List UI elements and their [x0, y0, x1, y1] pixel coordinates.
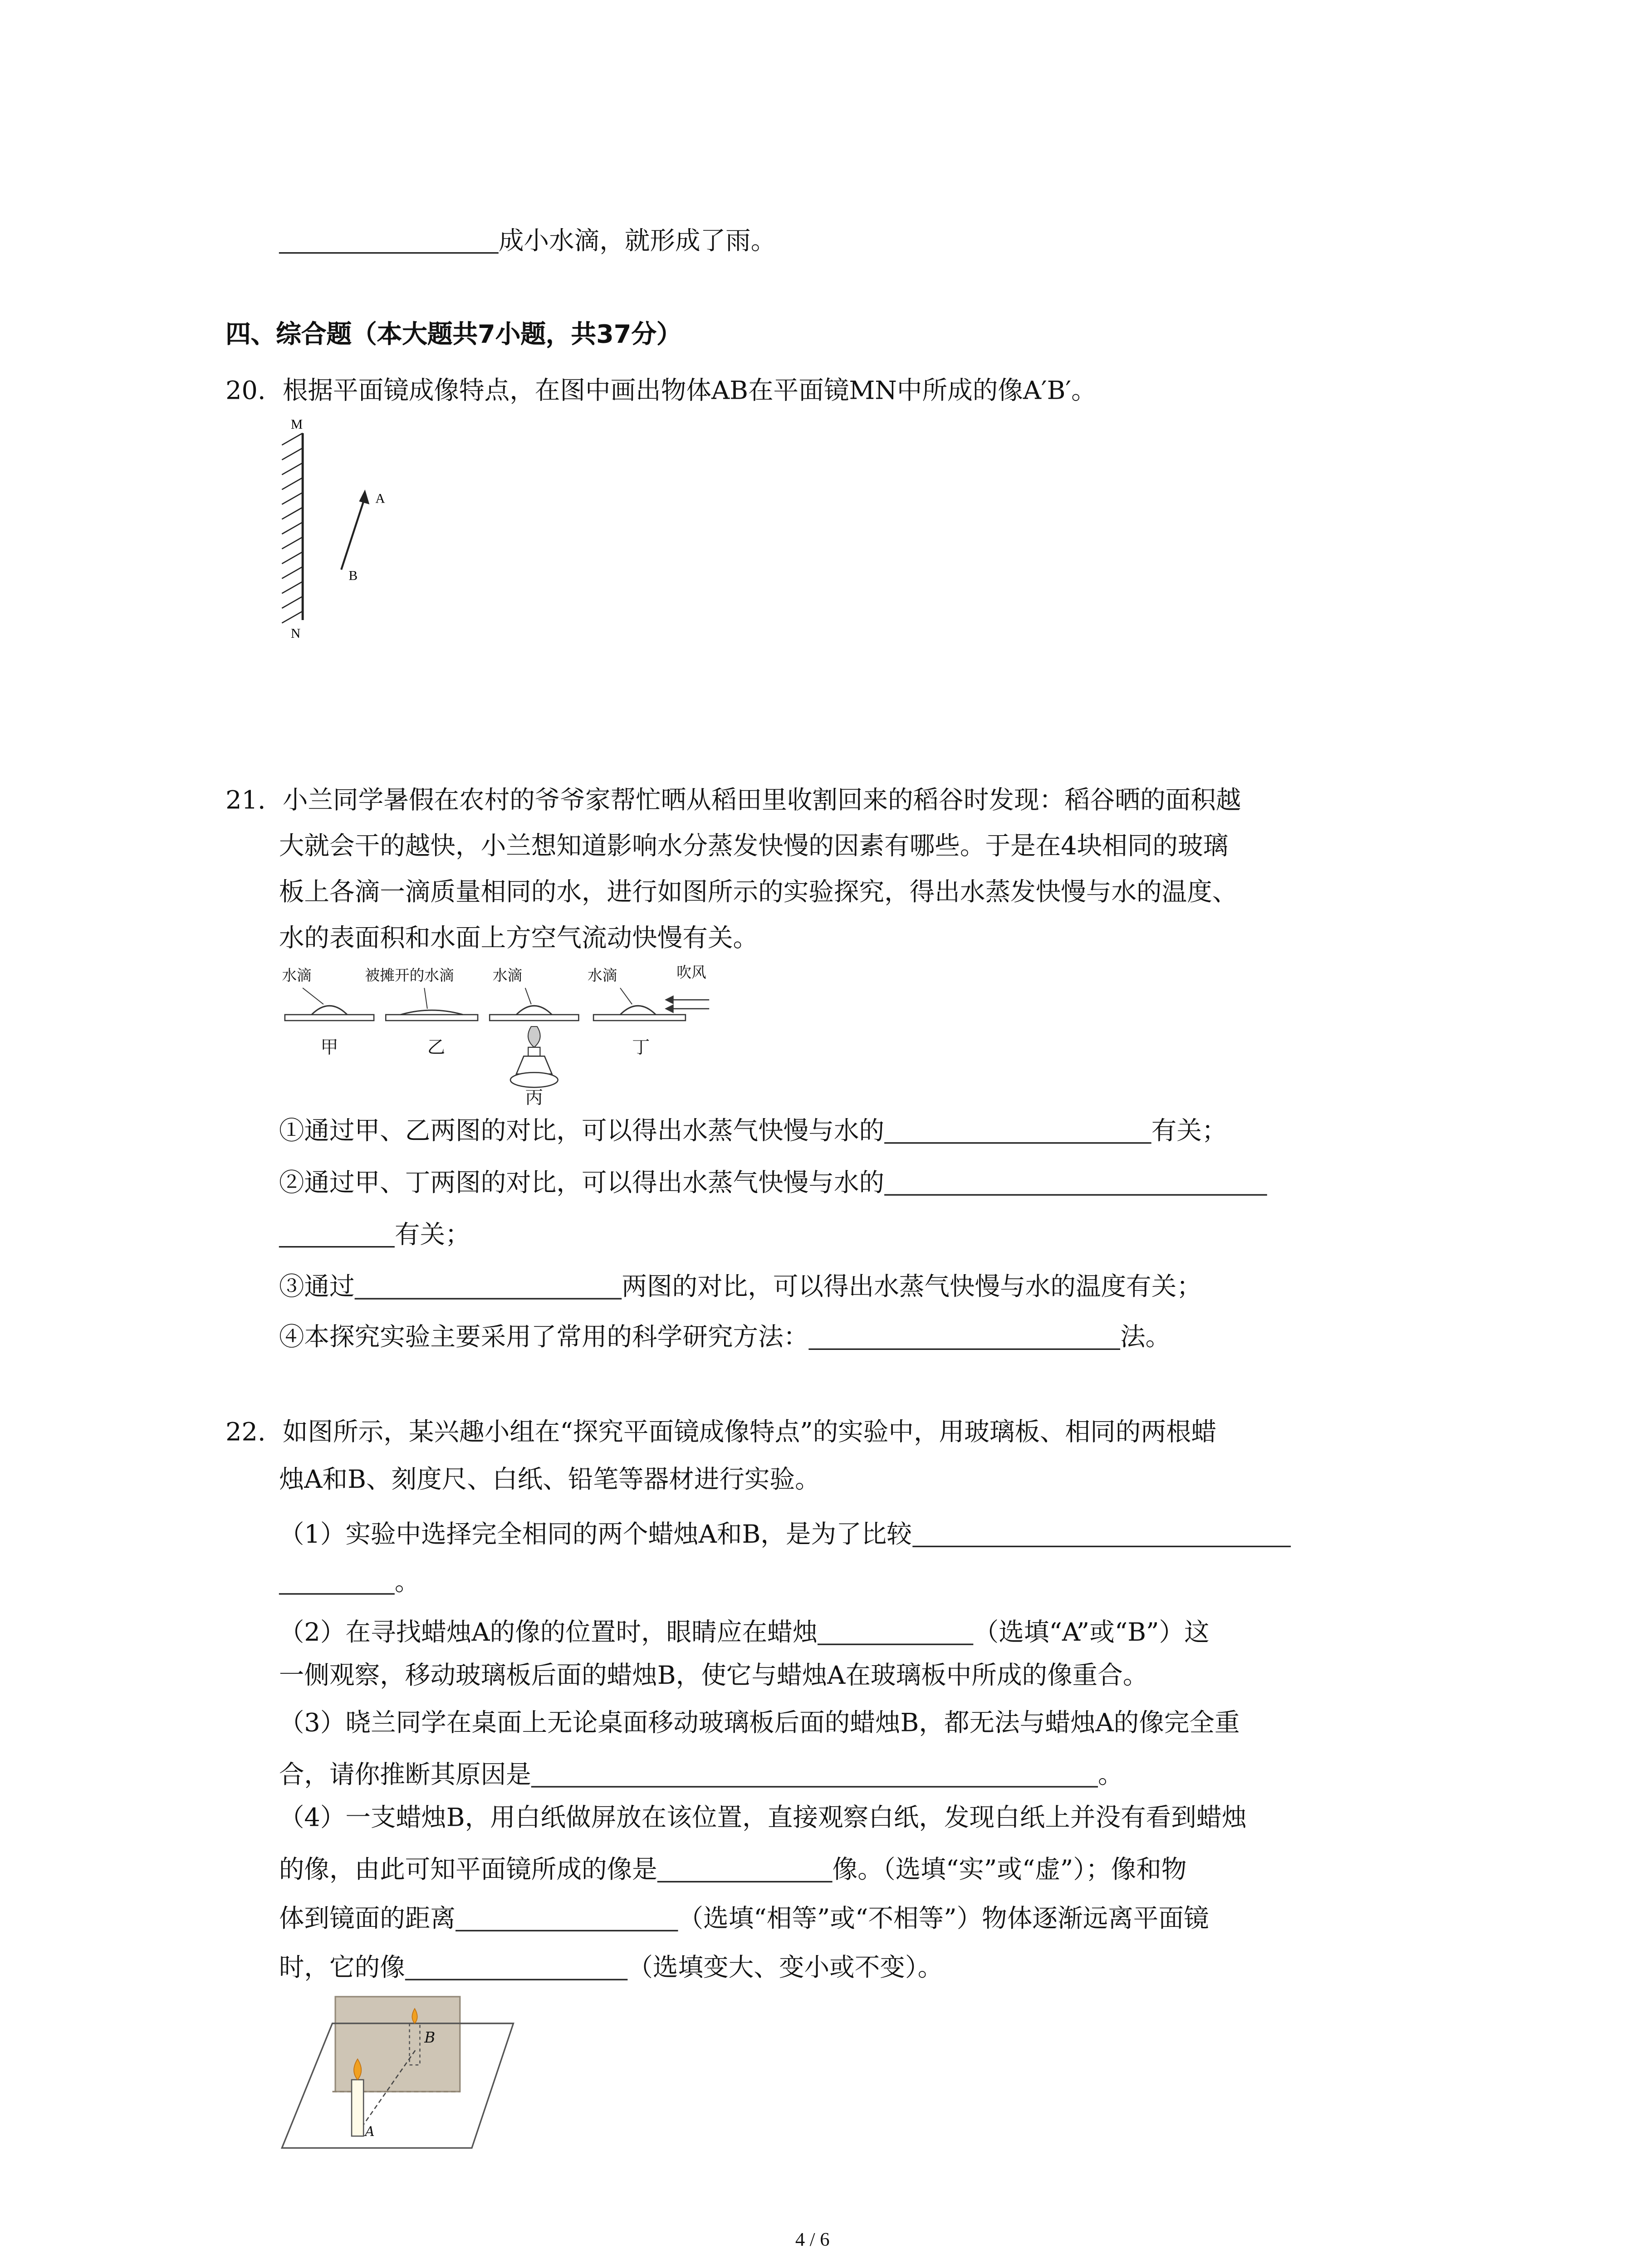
- q21-item-1: [279, 1115, 1227, 1145]
- plate-yi: [386, 1015, 478, 1021]
- q20-text: [225, 376, 1097, 407]
- question-number: 20.: [225, 376, 266, 407]
- label-water-drop: 水滴: [492, 968, 523, 985]
- item-text: 有关；: [1151, 1117, 1227, 1147]
- item-text: 两图的对比，可以得出水蒸气快慢与水的温度有关；: [622, 1272, 1202, 1303]
- item-text: ①通过甲、乙两图的对比，可以得出水蒸气快慢与水的: [279, 1117, 885, 1147]
- q22-intro-1: [225, 1418, 1217, 1448]
- part-text: （2）在寻找蜡烛A的像的位置时，眼睛应在蜡烛: [279, 1618, 818, 1648]
- part-text: （1）实验中选择完全相同的两个蜡烛A和B，是为了比较: [279, 1520, 912, 1550]
- item-text: 有关；: [394, 1221, 470, 1251]
- q22-part-3-cont: [279, 1760, 1123, 1789]
- q21-line-1: [225, 786, 1241, 816]
- q21-item-2-cont: [279, 1219, 470, 1249]
- evaporation-drawing: [279, 964, 724, 1108]
- answer-blank[interactable]: [456, 1903, 678, 1931]
- answer-blank[interactable]: [657, 1854, 833, 1882]
- q21-item-2: [279, 1168, 1267, 1197]
- arrow-head: [359, 489, 369, 504]
- evaporation-figure: [279, 964, 724, 1108]
- part-text: （选填“相等”或“不相等”）物体逐渐远离平面镜: [678, 1905, 1209, 1935]
- caption-ding: 丁: [632, 1036, 650, 1058]
- q22-part-4-line-4: [279, 1952, 943, 1982]
- q22-part-2: [279, 1617, 1210, 1647]
- label-b: B: [348, 568, 358, 583]
- alcohol-lamp-icon: [510, 1026, 558, 1087]
- item-text: 法。: [1120, 1323, 1171, 1353]
- q22-part-4-line-3: [279, 1903, 1209, 1933]
- caption-jia: 甲: [320, 1036, 338, 1058]
- q22-part-1: [279, 1519, 1290, 1549]
- item-text: ④本探究实验主要采用了常用的科学研究方法：: [279, 1323, 809, 1353]
- plate-jia: [285, 1015, 374, 1021]
- mirror-hatch: [282, 433, 303, 623]
- question-text: 根据平面镜成像特点，在图中画出物体AB在平面镜MN中所成的像A′B′。: [282, 376, 1097, 407]
- label-a: A: [365, 2126, 375, 2141]
- caption-bing: 丙: [525, 1087, 543, 1108]
- q21-line-4: 水的表面积和水面上方空气流动快慢有关。: [279, 924, 759, 954]
- question-text: 如图所示，某兴趣小组在“探究平面镜成像特点”的实验中，用玻璃板、相同的两根蜡: [282, 1418, 1217, 1448]
- label-a: A: [375, 491, 385, 506]
- item-text: ③通过: [279, 1272, 355, 1303]
- label-m: M: [290, 417, 303, 432]
- label-water-drop: 水滴: [282, 968, 312, 985]
- label-water-drop: 水滴: [588, 968, 617, 985]
- part-text: 。: [1098, 1760, 1123, 1791]
- q21-line-2: 大就会干的越快，小兰想知道影响水分蒸发快慢的因素有哪些。于是在4块相同的玻璃: [279, 832, 1229, 862]
- part-text: 体到镜面的距离: [279, 1905, 456, 1935]
- answer-blank[interactable]: [405, 1952, 628, 1980]
- question-number: 21.: [225, 786, 266, 816]
- question-text: 小兰同学暑假在农村的爷爷家帮忙晒从稻田里收割回来的稻谷时发现：稻谷晒的面积越: [282, 786, 1241, 816]
- answer-blank[interactable]: [884, 1168, 1267, 1196]
- plate-bing: [490, 1015, 578, 1021]
- continued-text: 成小水滴，就形成了雨。: [498, 227, 776, 257]
- label-n: N: [290, 626, 301, 641]
- q21-line-3: 板上各滴一滴质量相同的水，进行如图所示的实验探究，得出水蒸发快慢与水的温度、: [279, 878, 1238, 908]
- q22-part-2-cont: 一侧观察，移动玻璃板后面的蜡烛B，使它与蜡烛A在玻璃板中所成的像重合。: [279, 1661, 1148, 1691]
- candle-mirror-drawing: [276, 1991, 522, 2157]
- answer-blank[interactable]: [279, 1219, 395, 1247]
- caption-yi: 乙: [427, 1036, 446, 1058]
- q21-item-4: [279, 1322, 1171, 1351]
- water-drop-icon: [516, 1006, 552, 1015]
- answer-blank[interactable]: [279, 225, 499, 254]
- label-spread-drop: 被摊开的水滴: [365, 968, 454, 985]
- spread-drop-icon: [401, 1010, 463, 1015]
- part-text: （选填变大、变小或不变）。: [627, 1953, 943, 1984]
- q21-item-3: [279, 1271, 1202, 1301]
- q22-intro-2: 烛A和B、刻度尺、白纸、铅笔等器材进行实验。: [279, 1466, 820, 1496]
- part-text: 的像，由此可知平面镜所成的像是: [279, 1856, 657, 1886]
- candle-a: [352, 2080, 363, 2136]
- mirror-figure: [267, 412, 416, 650]
- answer-blank[interactable]: [884, 1115, 1151, 1144]
- plate-ding: [593, 1015, 686, 1021]
- glass-plate: [335, 1997, 460, 2092]
- part-text: 。: [394, 1568, 420, 1598]
- label-wind: 吹风: [676, 965, 706, 982]
- water-drop-icon: [620, 1006, 656, 1015]
- object-ab: [341, 497, 365, 570]
- q22-part-4-line-2: [279, 1854, 1187, 1884]
- answer-blank[interactable]: [808, 1322, 1120, 1350]
- page-number: 4 / 6: [795, 2228, 830, 2251]
- q22-part-1-cont: [279, 1566, 420, 1596]
- part-text: （选填“A”或“B”）这: [973, 1618, 1210, 1648]
- part-text: 合，请你推断其原因是: [279, 1760, 531, 1791]
- item-text: ②通过甲、丁两图的对比，可以得出水蒸气快慢与水的: [279, 1168, 885, 1199]
- q22-part-3: （3）晓兰同学在桌面上无论桌面移动玻璃板后面的蜡烛B，都无法与蜡烛A的像完全重: [279, 1709, 1240, 1739]
- answer-blank[interactable]: [531, 1760, 1098, 1788]
- continued-line: [279, 225, 776, 255]
- question-number: 22.: [225, 1418, 266, 1448]
- part-text: 时，它的像: [279, 1953, 405, 1984]
- part-text: 像。（选填“实”或“虚”）；像和物: [832, 1856, 1187, 1886]
- answer-blank[interactable]: [912, 1519, 1290, 1547]
- q22-part-4: （4）一支蜡烛B，用白纸做屏放在该位置，直接观察白纸，发现白纸上并没有看到蜡烛: [279, 1804, 1247, 1834]
- answer-blank[interactable]: [818, 1617, 973, 1645]
- answer-blank[interactable]: [279, 1566, 395, 1594]
- water-drop-icon: [312, 1006, 347, 1015]
- answer-blank[interactable]: [355, 1271, 622, 1300]
- label-b: B: [424, 2031, 436, 2048]
- candle-mirror-figure: [276, 1991, 522, 2157]
- section-title: 四、综合题（本大题共7小题，共37分）: [225, 320, 682, 350]
